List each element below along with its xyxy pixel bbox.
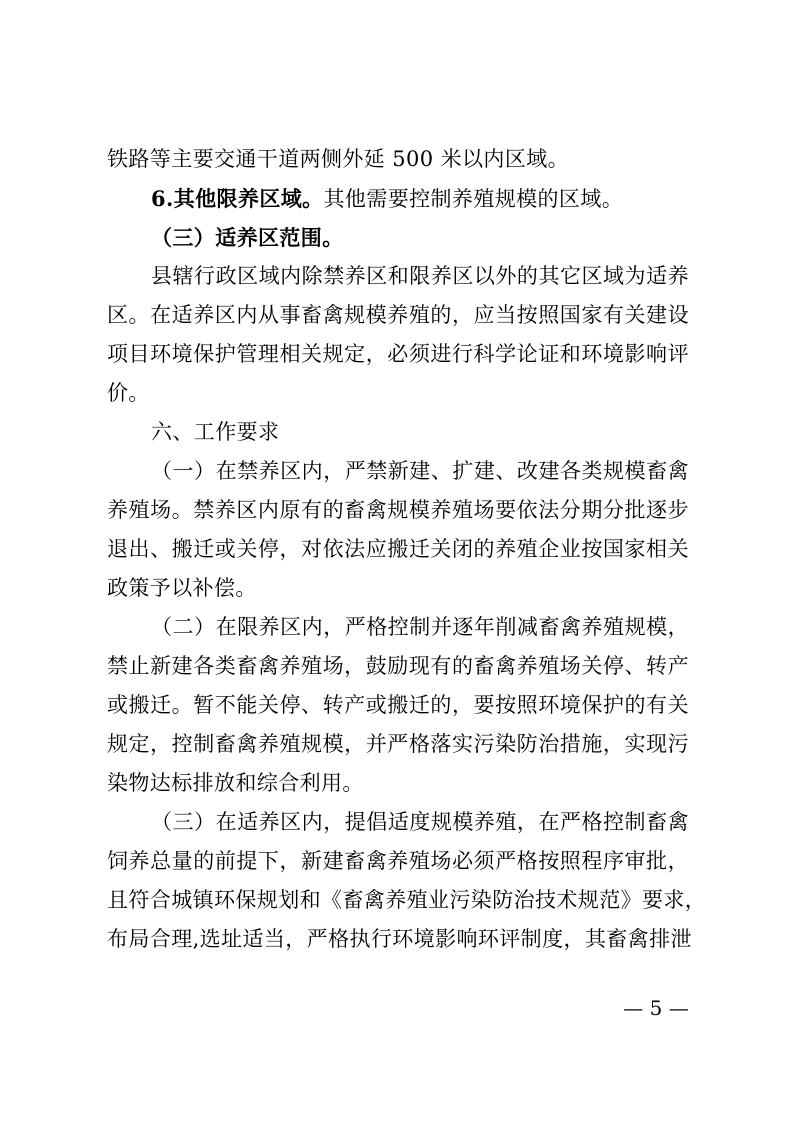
paragraph-line	[107, 179, 689, 218]
paragraph-line: （一）在禁养区内，严禁新建、扩建、改建各类规模畜禽	[151, 459, 689, 483]
paragraph-line: （二）在限养区内，严格控制并逐年削减畜禽养殖规模，	[151, 615, 689, 639]
paragraph-line: 价。	[107, 381, 150, 405]
page-number: — 5 —	[623, 996, 689, 1020]
paragraph-line: 退出、搬迁或关停，对依法应搬迁关闭的养殖企业按国家相关	[107, 537, 689, 561]
paragraph-line: 区。在适养区内从事畜禽规模养殖的，应当按照国家有关建设	[107, 303, 689, 327]
paragraph-line: 养殖场。禁养区内原有的畜禽规模养殖场要依法分期分批逐步	[107, 498, 689, 522]
paragraph-line: 或搬迁。暂不能关停、转产或搬迁的，要按照环境保护的有关	[107, 693, 689, 717]
paragraph-line: 项目环境保护管理相关规定，必须进行科学论证和环境影响评	[107, 342, 689, 366]
section-heading: （三）适养区范围。	[151, 225, 344, 250]
paragraph-line: 铁路等主要交通干道两侧外延 500 米以内区域。	[107, 147, 570, 171]
paragraph-line: 规定，控制畜禽养殖规模，并严格落实污染防治措施，实现污	[107, 732, 689, 756]
paragraph-line: 且符合城镇环保规划和《畜禽养殖业污染防治技术规范》要求，	[107, 888, 707, 912]
paragraph-line: （三）在适养区内，提倡适度规模养殖，在严格控制畜禽	[151, 810, 689, 834]
section-heading: 6.其他限养区域。	[151, 186, 324, 211]
paragraph-line: 饲养总量的前提下，新建畜禽养殖场必须严格按照程序审批，	[107, 849, 689, 873]
paragraph-line: 禁止新建各类畜禽养殖场，鼓励现有的畜禽养殖场关停、转产	[107, 654, 689, 678]
paragraph-text: 其他需要控制养殖规模的区域。	[323, 187, 624, 211]
paragraph-line: 布局合理,选址适当，严格执行环境影响环评制度，其畜禽排泄	[107, 927, 692, 951]
paragraph-line: 县辖行政区域内除禁养区和限养区以外的其它区域为适养	[151, 264, 689, 288]
paragraph-line: 染物达标排放和综合利用。	[107, 771, 364, 795]
document-body	[107, 140, 707, 959]
section-heading: 六、工作要求	[151, 420, 280, 444]
paragraph-line: 政策予以补偿。	[107, 576, 257, 600]
